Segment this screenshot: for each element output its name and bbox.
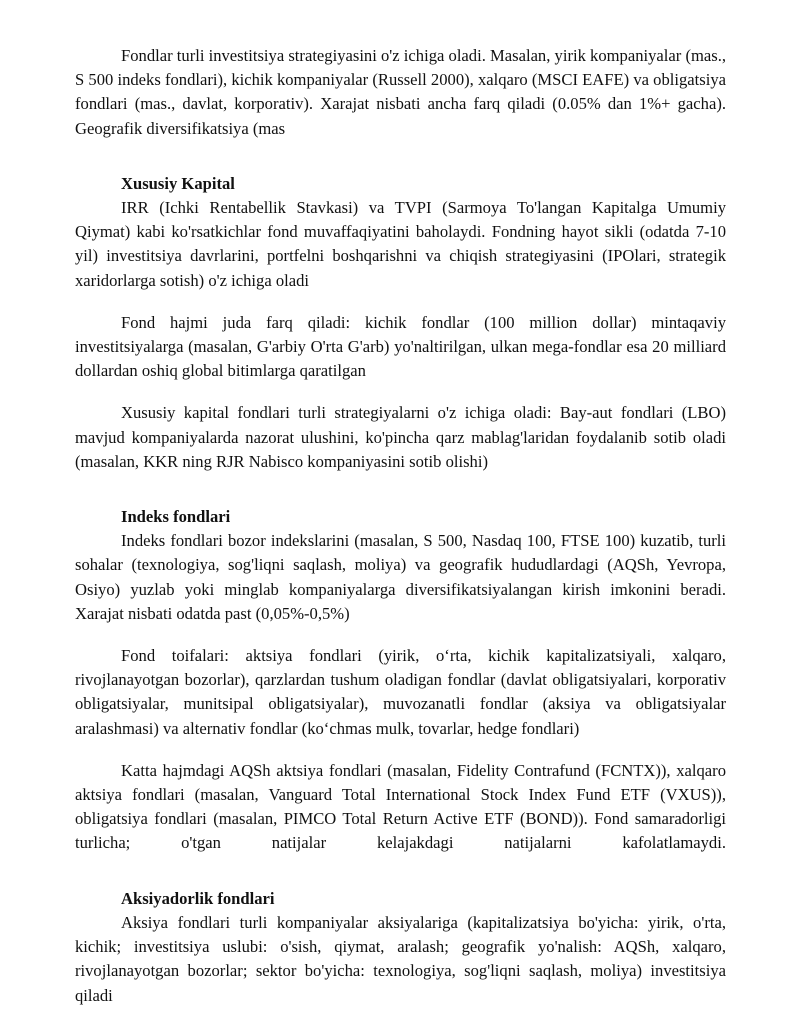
index-funds-paragraph-2: Fond toifalari: aktsiya fondlari (yirik, o‘rta, kichik kapitalizatsiyali, xalqaro, rivojlanayotgan bozorlar), qarzlardan tushum oladigan fondlar (davlat obligatsiyalari, korporativ obligatsiyalar, munitsipal obligatsiyalar), muvozanatli fondlar (aksiya va obligatsiyalar aralashmasi) va alternativ fondlar (ko‘chmas mulk, tovarlar, hedge fondlari) xyxy=(75,646,726,738)
equity-funds-paragraph: Aksiya fondlari turli kompaniyalar aksiyalariga (kapitalizatsiya bo'yicha: yirik, o'rta, kichik; investitsiya uslubi: o'sish, qiymat, aralash; geografik yo'nalish: AQSh, xalqaro, rivojlanayotgan bozorlar; sektor bo'yicha: texnologiya, sog'liqni saqlash, moliya) investitsiya qiladi xyxy=(75,912,726,1005)
heading-index-funds: Indeks fondlari xyxy=(121,507,231,527)
heading-private-capital: Xususiy Kapital xyxy=(121,173,235,193)
intro-paragraph: Fondlar turli investitsiya strategiyasini o'z ichiga oladi. Masalan, yirik kompaniyalar (mas., S 500 indeks fondlari), kichik kompaniyalar (Russell 2000), xalqaro (MSCI EAFE) va obligatsiya fondlari (mas., davlat, korporativ). Xarajat nisbati ancha farq qiladi (0.05% dan 1%+ gacha). Geografik diversifikatsiya (mas xyxy=(75,46,726,138)
private-capital-paragraph-2: Fond hajmi juda farq qiladi: kichik fondlar (100 million dollar) mintaqaviy investitsiyalarga (masalan, G'arbiy O'rta G'arb) yo'naltirilgan, ulkan mega-fondlar esa 20 milliard dollardan oshiq global bitimlarga qaratilgan xyxy=(75,312,726,381)
private-capital-paragraph-3: Xususiy kapital fondlari turli strategiyalarni o'z ichiga oladi: Bay-aut fondlari (LBO) mavjud kompaniyalarda nazorat ulushini, ko'pincha qarz mablag'laridan foydalanib sotib oladi (masalan, KKR ning RJR Nabisco kompaniyasini sotib olishi) xyxy=(75,403,726,471)
private-capital-paragraph-1: IRR (Ichki Rentabellik Stavkasi) va TVPI (Sarmoya To'langan Kapitalga Umumiy Qiymat) kabi ko'rsatkichlar fond muvaffaqiyatini baholaydi. Fondning hayot sikli (odatda 7-10 yil) investitsiya davrlarini, portfelni boshqarishni va chiqish strategiyasini (IPOlari, strategik xaridorlarga sotish) o'z ichiga oladi xyxy=(75,198,726,290)
document-page xyxy=(75,44,726,1008)
index-funds-paragraph-3: Katta hajmdagi AQSh aktsiya fondlari (masalan, Fidelity Contrafund (FCNTX)), xalqaro aktsiya fondlari (masalan, Vanguard Total International Stock Index Fund ETF (VXUS)), obligatsiya fondlari (masalan, PIMCO Total Return Active ETF (BOND)). Fond samaradorligi turlicha; o'tgan natijalar kelajakdagi natijalarni kafolatlamaydi. xyxy=(75,760,726,853)
heading-equity-funds: Aksiyadorlik fondlari xyxy=(121,888,275,908)
index-funds-paragraph-1: Indeks fondlari bozor indekslarini (masalan, S 500, Nasdaq 100, FTSE 100) kuzatib, turli sohalar (texnologiya, sog'liqni saqlash, moliya) va geografik hududlardagi (AQSh, Yevropa, Osiyo) yuzlab yoki minglab kompaniyalarga diversifikatsiyalangan kirish imkonini beradi. Xarajat nisbati odatda past (0,05%-0,5%) xyxy=(75,531,726,623)
